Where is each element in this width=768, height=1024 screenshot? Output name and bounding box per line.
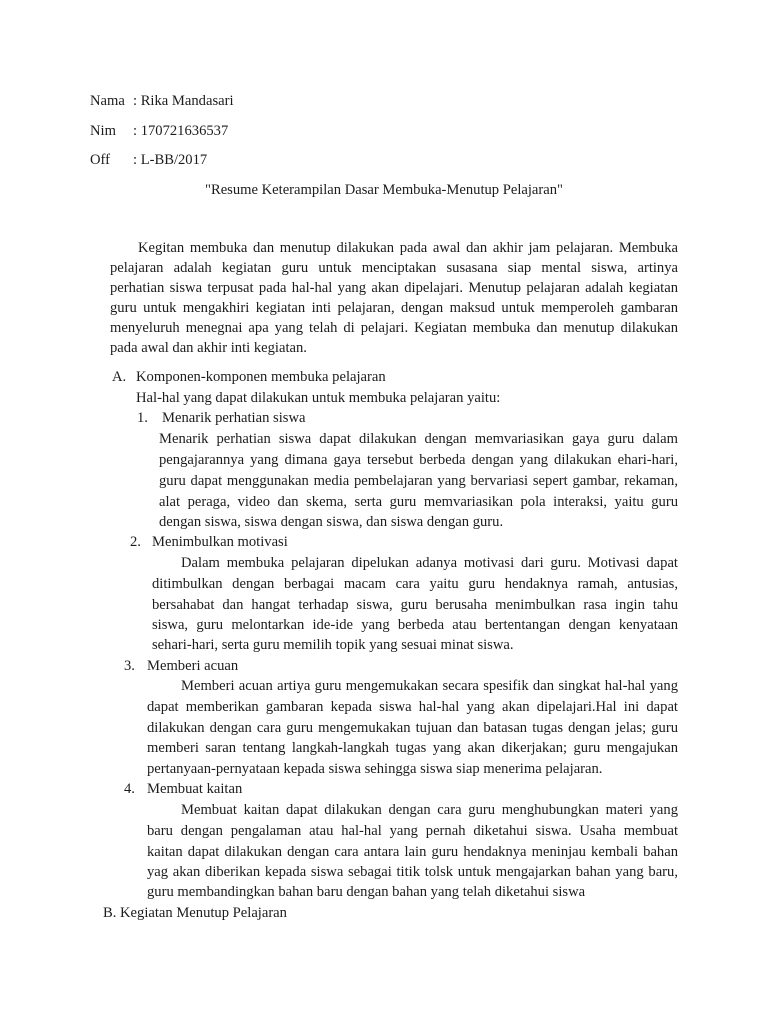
item-title: Menimbulkan motivasi: [152, 534, 288, 550]
item-line: alat peraga, video dan skema, serta guru memvariasikan pola interaksi, yaitu guru: [159, 494, 678, 510]
section-a-title: Komponen-komponen membuka pelajaran: [136, 369, 386, 385]
item-line: pertanyaan-pernyataan kepada siswa sehingga siswa siap menerima pelajaran.: [147, 761, 603, 777]
section-b-title: Kegiatan Menutup Pelajaran: [120, 905, 287, 921]
item-title: Membuat kaitan: [147, 781, 243, 797]
intro-line: pada awal dan akhir inti kegiatan.: [110, 340, 307, 356]
item-line: dilakukan dengan cara guru mengemukakan tujuan dan batasan tugas dengan jelas; guru: [147, 720, 678, 736]
item-number: 4.: [124, 781, 135, 797]
item-line: memberi saran tentang langkah-langkah tugas yang akan dikerjakan; guru mengajukan: [147, 740, 678, 756]
item-title: Menarik perhatian siswa: [162, 410, 306, 426]
item-line: Menarik perhatian siswa dapat dilakukan dengan memvariasikan gaya guru dalam: [159, 431, 678, 447]
intro-line: menyeluruh menegnai apa yang telah di pelajari. Kegiatan membuka dan menutup dilakukan: [110, 320, 678, 336]
intro-line: perhatian siswa terpusat pada hal-hal yang akan dipelajari. Menutup pelajaran adalah kegiatan: [110, 280, 678, 296]
nim-label: Nim: [90, 123, 116, 139]
document-title: "Resume Keterampilan Dasar Membuka-Menutup Pelajaran": [205, 182, 563, 198]
intro-line: pelajaran adalah kegiatan guru untuk menciptakan susasana siap mental siswa, artinya: [110, 260, 678, 276]
item-title: Memberi acuan: [147, 658, 239, 674]
item-line: dengan siswa, siswa dengan siswa, dan siswa dengan guru.: [159, 514, 504, 530]
item-number: 3.: [124, 658, 135, 674]
section-a-marker: A.: [112, 369, 127, 385]
item-line: guru membandingkan bahan baru dengan bahan yang telah diketahui siswa: [147, 884, 586, 900]
item-line: pengajarannya yang dimana gaya tersebut berbeda dengan yang dilakukan ehari-hari,: [159, 452, 678, 468]
item-line: dapat memberikan gambaran kepada siswa hal-hal yang akan dipelajari.Hal ini dapat: [147, 699, 678, 715]
off-value: : L-BB/2017: [133, 152, 208, 168]
nim-value: : 170721636537: [133, 123, 229, 139]
item-number: 1.: [137, 410, 148, 426]
section-a-lead: Hal-hal yang dapat dilakukan untuk membuka pelajaran yaitu:: [136, 390, 501, 406]
item-line: Dalam membuka pelajaran dipelukan adanya motivasi dari guru. Motivasi dapat: [181, 555, 678, 571]
item-number: 2.: [130, 534, 141, 550]
item-line: yag akan diberikan kepada siswa sebagai titik tolsk untuk mengajarkan bahan yang baru,: [147, 864, 678, 880]
intro-line: Kegitan membuka dan menutup dilakukan pada awal dan akhir jam pelajaran. Membuka: [138, 240, 678, 256]
section-b-marker: B.: [103, 905, 117, 921]
item-line: sehari-hari, serta guru memilih topik yang sesuai minat siswa.: [152, 637, 514, 653]
item-line: guru dapat menggunakan media pembelajaran yang bervariasi sepert gambar, rekaman,: [159, 473, 678, 489]
item-line: Membuat kaitan dapat dilakukan dengan cara guru menghubungkan materi yang: [181, 802, 678, 818]
intro-line: guru untuk mengakhiri kegiatan inti pelajaran, dengan maksud untuk memperoleh gambaran: [110, 300, 678, 316]
item-line: kaitan dapat dilakukan dengan cara antara lain guru hendaknya meninjau kembali bahan: [147, 844, 678, 860]
item-line: ditimbulkan dengan berbagai macam cara yaitu guru hendaknya ramah, antusias,: [152, 576, 678, 592]
item-line: baru dengan pengalaman atau hal-hal yang pernah diketahui siswa. Usaha membuat: [147, 823, 678, 839]
nama-value: : Rika Mandasari: [133, 93, 234, 109]
off-label: Off: [90, 152, 110, 168]
item-line: bersahabat dan hangat terhadap siswa, guru berusaha menimbulkan rasa ingin tahu: [152, 597, 678, 613]
item-line: siswa, guru melontarkan ide-ide yang berbeda atau bertentangan dengan kenyataan: [152, 617, 678, 633]
nama-label: Nama: [90, 93, 125, 109]
item-line: Memberi acuan artiya guru mengemukakan secara spesifik dan singkat hal-hal yang: [181, 678, 678, 694]
